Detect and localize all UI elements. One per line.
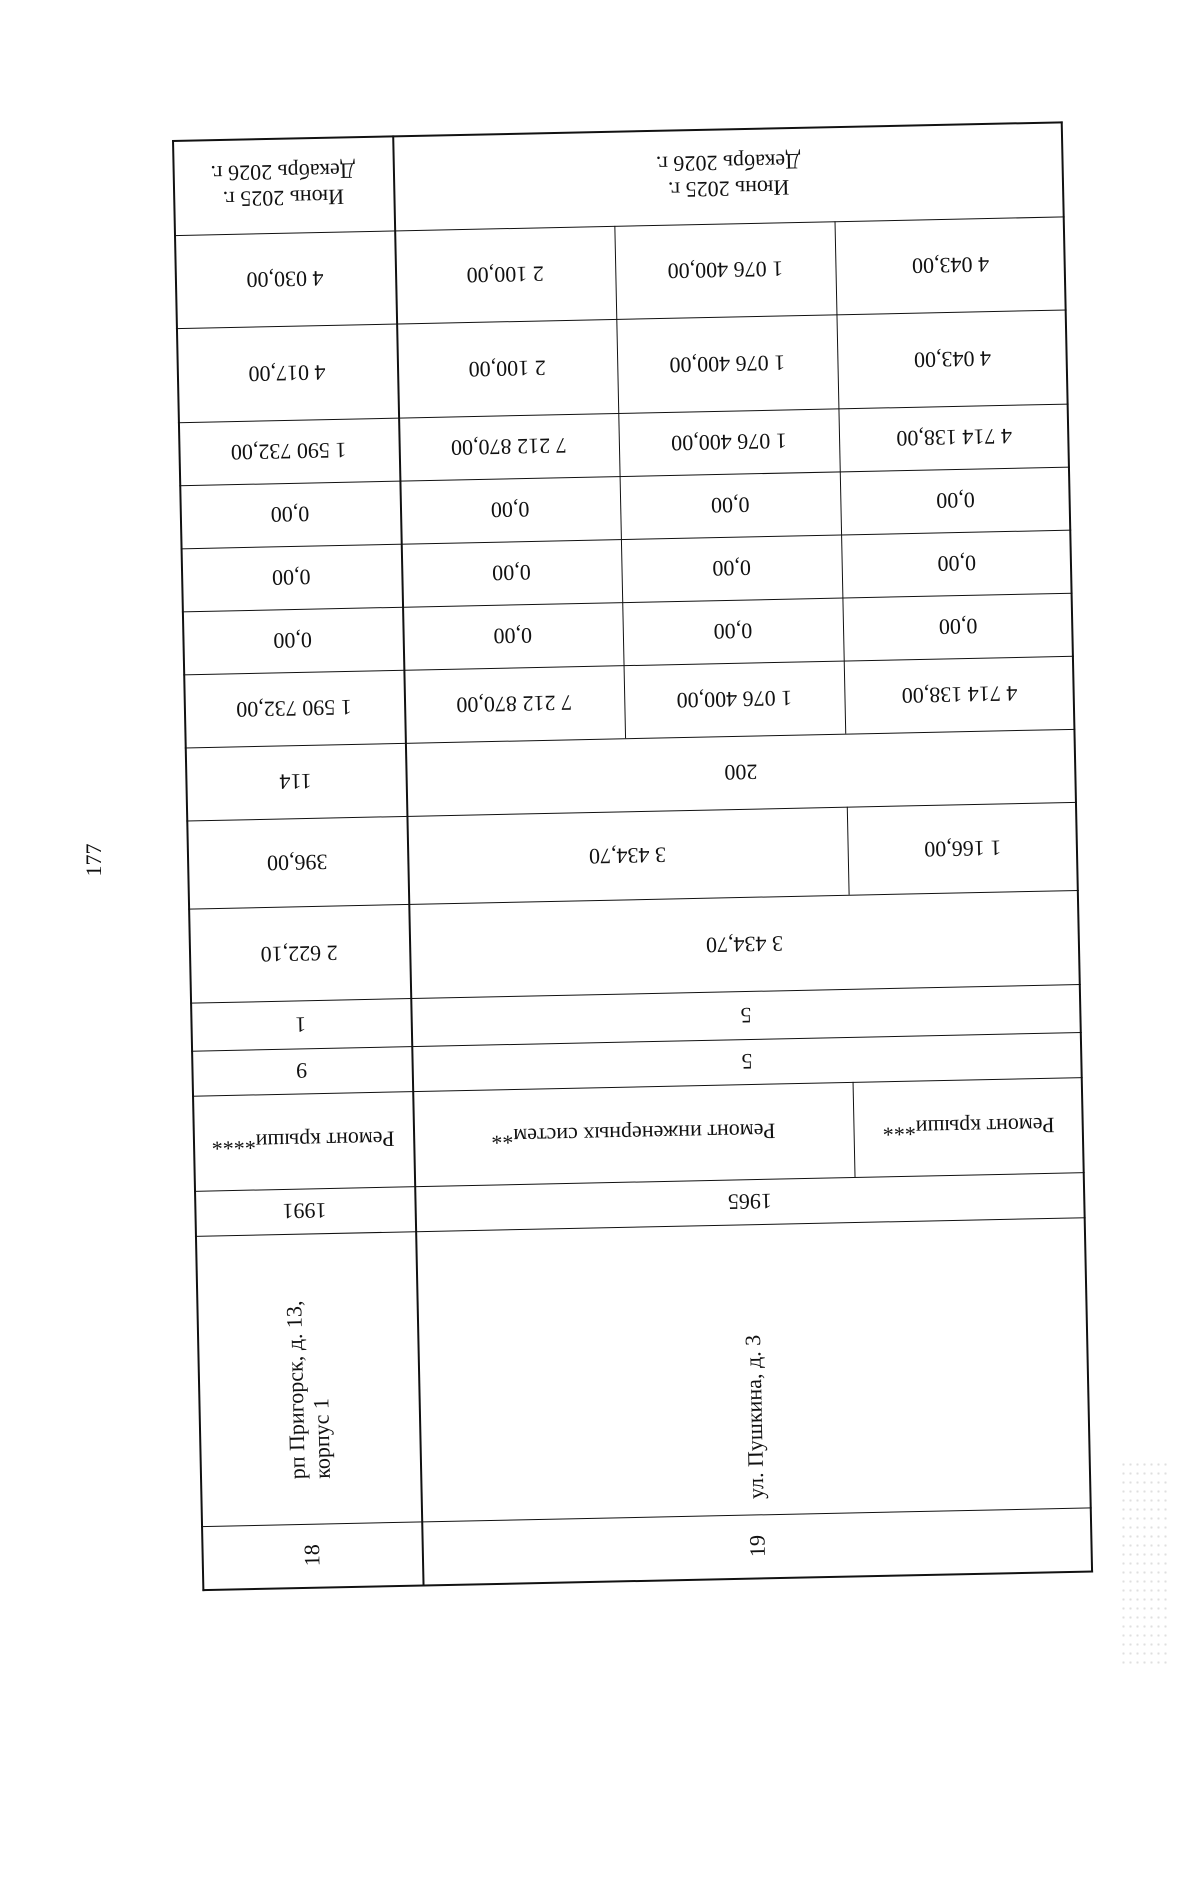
r18-address-line1: рп Пригорск, д. 13,	[281, 1300, 310, 1480]
r18-col-1: 1	[294, 1011, 307, 1038]
r18-number: 18	[298, 1544, 325, 1567]
r18-limit-cost: 4 030,00	[246, 266, 324, 293]
r18-work-type: Ремонт крыши****	[211, 1126, 395, 1156]
r19-zero-a-1: 0,00	[490, 497, 530, 523]
r19-area-living: 3 434,70	[588, 842, 667, 869]
r18-zero-2: 0,00	[271, 564, 311, 591]
r19-limit-cost-mid: 1 076 400,00	[667, 256, 784, 284]
r18-residents: 114	[279, 769, 312, 795]
r19-period-line1: Июнь 2025 г.	[667, 174, 790, 203]
r19-number: 19	[744, 1534, 770, 1558]
r18-year: 1991	[282, 1198, 327, 1225]
r19-period	[392, 121, 1065, 230]
r19-address: ул. Пушкина, д. 3	[740, 1334, 769, 1500]
r19-zero-b-3: 0,00	[937, 550, 977, 577]
r19-cost-fund-mid: 1 076 400,00	[670, 428, 788, 457]
r19-residents: 200	[724, 759, 758, 786]
r19-zero-a-2: 0,00	[710, 492, 750, 519]
r19-period-line2: Декабрь 2026 г.	[655, 149, 801, 178]
r19-zero-b-1: 0,00	[491, 560, 532, 586]
r19-work-engineering: Ремонт инженерных систем**	[491, 1118, 776, 1150]
r18-zero-3: 0,00	[273, 627, 313, 654]
r18-period-line2: Декабрь 2026 г.	[210, 158, 356, 187]
r18-zero-1: 0,00	[270, 501, 310, 528]
r18-col-9: 9	[295, 1058, 308, 1084]
rotated-table	[172, 121, 1093, 1591]
r19-work-roof: Ремонт крыши***	[882, 1112, 1055, 1142]
r19-cost-fund-eng: 7 212 870,00	[450, 433, 567, 461]
r18-period-line1: Июнь 2025 г.	[222, 184, 345, 212]
r19-year: 1965	[727, 1188, 773, 1215]
r19-cost-fund-roof: 4 714 138,00	[896, 423, 1013, 452]
r19-unit-cost-roof: 4 043,00	[913, 345, 992, 373]
r19-zero-c-3: 0,00	[938, 613, 978, 640]
r19-limit-cost-eng: 2 100,00	[466, 261, 545, 289]
r18-cost-total: 1 590 732,00	[235, 695, 353, 723]
r19-zero-c-2: 0,00	[713, 618, 753, 645]
scan-noise	[1120, 1460, 1168, 1670]
r19-entrances: 5	[740, 1002, 752, 1028]
r19-cost-total-eng: 7 212 870,00	[456, 690, 573, 718]
r19-cost-total-roof: 4 714 138,00	[901, 681, 1018, 709]
r19-zero-b-2: 0,00	[712, 555, 752, 582]
page-number: 177	[81, 843, 106, 877]
r19-floors: 5	[741, 1049, 753, 1075]
r18-address-line2: корпус 1	[308, 1397, 336, 1479]
r19-limit-cost-roof: 4 043,00	[911, 252, 990, 279]
r18-period	[172, 135, 394, 235]
r19-zero-a-3: 0,00	[935, 487, 976, 514]
r19-zero-c-1: 0,00	[493, 623, 533, 650]
r19-area-other: 1 166,00	[923, 835, 1002, 862]
r19-cost-total-mid: 1 076 400,00	[676, 685, 793, 714]
r19-unit-cost-eng: 2 100,00	[468, 355, 546, 382]
r18-area-living: 396,00	[266, 849, 328, 876]
r18-cost-fund: 1 590 732,00	[230, 437, 347, 466]
r19-area-total: 3 434,70	[705, 930, 784, 958]
r18-unit-cost: 4 017,00	[248, 359, 326, 387]
r19-unit-cost-mid: 1 076 400,00	[669, 350, 786, 378]
r18-area-total: 2 622,10	[260, 940, 338, 967]
